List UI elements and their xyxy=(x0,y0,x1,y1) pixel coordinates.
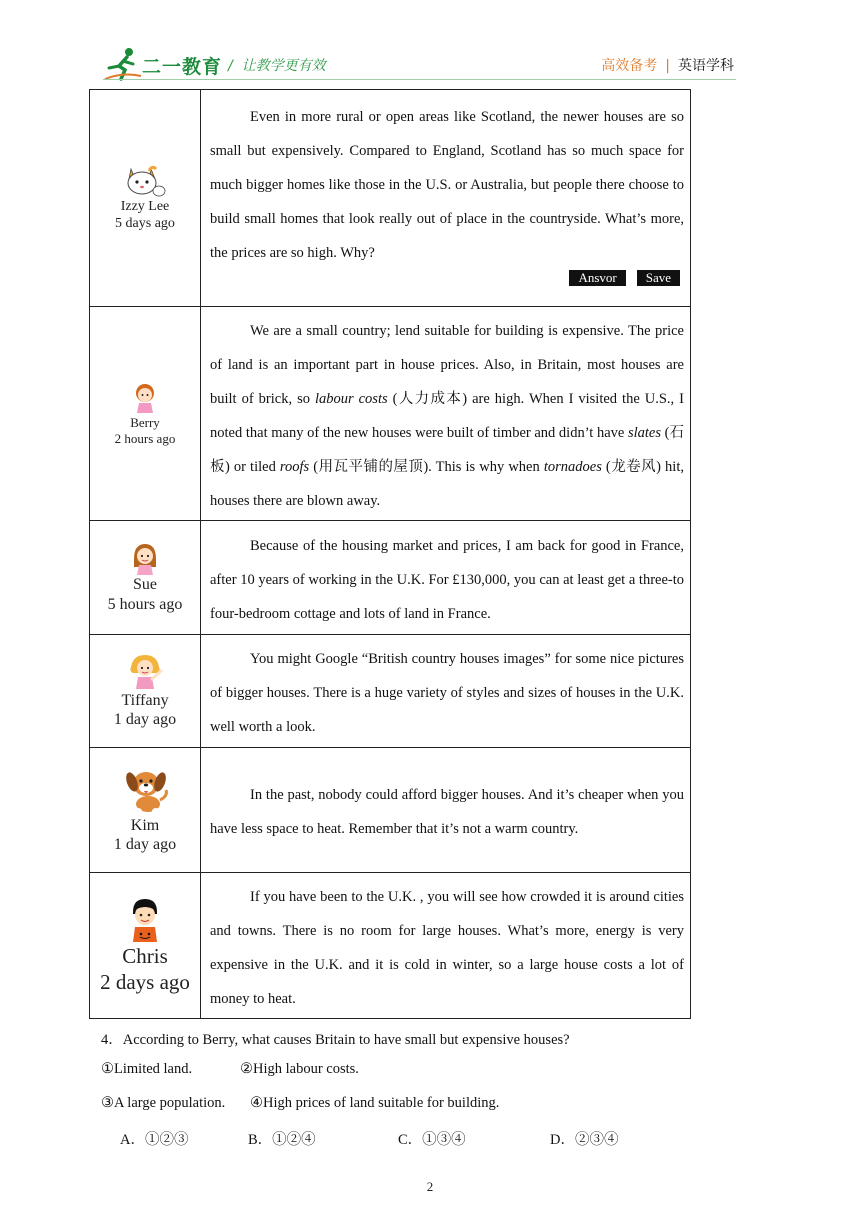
forum-table xyxy=(89,89,691,1019)
question-item: ③A large population. xyxy=(101,1095,226,1111)
waving-girl-avatar-icon xyxy=(123,653,167,691)
message-cell xyxy=(201,521,690,634)
post-time: 2 days ago xyxy=(100,969,190,994)
post-time: 5 hours ago xyxy=(107,595,183,613)
action-buttons xyxy=(210,270,680,286)
header-subject: 英语学科 xyxy=(678,58,734,74)
message-text: You might Google “British country houses images” for some nice pictures of bigger houses. There is a huge variety of styles and sizes of houses in the U.K. well worth a look. xyxy=(210,651,684,735)
message-text: In the past, nobody could afford bigger houses. And it’s cheaper when you have less space to heat. Remember that it’s not a warm country. xyxy=(210,787,684,837)
user-cell xyxy=(90,873,201,1018)
user-cell xyxy=(90,748,201,872)
header-exam: 高效备考 xyxy=(601,58,658,74)
post-row xyxy=(90,90,690,306)
choice-d[interactable]: D．②③④ xyxy=(550,1132,619,1148)
header-divider xyxy=(103,79,736,80)
user-name: Sue xyxy=(133,576,157,594)
brand-name: 二一教育 xyxy=(142,56,223,78)
post-row xyxy=(90,872,690,1018)
header-right xyxy=(601,55,734,75)
post-row xyxy=(90,306,690,520)
message-cell xyxy=(201,307,690,520)
choice-a[interactable]: A．①②③ xyxy=(120,1132,189,1148)
post-row xyxy=(90,520,690,634)
cat-avatar-icon xyxy=(121,163,169,199)
user-name: Kim xyxy=(130,816,160,834)
post-time: 2 hours ago xyxy=(114,430,176,446)
post-time: 1 day ago xyxy=(113,836,177,853)
post-row xyxy=(90,747,690,872)
dog-avatar-icon xyxy=(118,766,172,816)
message-text: If you have been to the U.K. , you will see how crowded it is around cities and towns. There is no room for large houses. What’s more, energy is very expensive in the U.K. and it is cold in winter, so a large house costs a lot of money to heat. xyxy=(210,888,684,1007)
question-item: ②High labour costs. xyxy=(240,1061,359,1077)
user-cell xyxy=(90,521,201,634)
slogan-text: 让教学更有效 xyxy=(241,58,326,74)
message-cell xyxy=(201,748,690,872)
post-time: 5 days ago xyxy=(115,216,175,231)
message-cell xyxy=(201,90,690,306)
header-separator: | xyxy=(665,58,670,74)
user-cell xyxy=(90,635,201,747)
girl-brown-hair-avatar-icon xyxy=(128,541,162,575)
message-text: We are a small country; lend suitable for building is expensive. The price of land is an important part in house prices. Also, in Britain, most houses are built of brick, so labour costs (人力成本) are high. When I visited the U.S., I noted that many of the new houses were built of timber and didn’t have slates (石板) or tiled roofs (用瓦平铺的屋顶). This is why when tornadoes (龙卷风) hit, houses there are blown away. xyxy=(210,322,684,509)
choice-c[interactable]: C．①③④ xyxy=(398,1132,466,1148)
choice-b[interactable]: B．①②④ xyxy=(248,1132,316,1148)
boy-avatar-icon xyxy=(123,896,167,944)
answer-button[interactable]: Ansvor xyxy=(569,270,625,286)
user-name: Izzy Lee xyxy=(120,199,170,215)
post-row xyxy=(90,634,690,747)
runner-logo-icon xyxy=(103,46,143,82)
question-item: ④High prices of land suitable for building. xyxy=(250,1095,500,1111)
user-name: Chris xyxy=(122,944,168,969)
user-name: Berry xyxy=(130,414,160,430)
girl-avatar-icon xyxy=(128,381,162,415)
brand-slogan: / 让教学更有效 xyxy=(228,58,326,74)
question-stem: 4．According to Berry, what causes Britain to have small but expensive houses? xyxy=(101,1032,570,1048)
message-cell xyxy=(201,873,690,1018)
user-name: Tiffany xyxy=(121,691,169,709)
user-cell xyxy=(90,307,201,520)
message-text: Because of the housing market and prices, I am back for good in France, after 10 years of working in the U.K. For £130,000, you can at least get a three-to four-bedroom cottage and lots of land in France. xyxy=(210,537,684,622)
page-number: 2 xyxy=(426,1179,434,1194)
question-item: ①Limited land. xyxy=(101,1061,193,1077)
message-text: Even in more rural or open areas like Scotland, the newer houses are so small but expensively. Compared to England, Scotland has so much space for much bigger homes like those in the U.S. or Australia, but people there choose to build small homes that look really out of place in the countryside. What’s more, the prices are so high. Why? xyxy=(210,109,684,261)
save-button[interactable]: Save xyxy=(637,270,680,286)
message-cell xyxy=(201,635,690,747)
page-header xyxy=(0,0,860,82)
post-time: 1 day ago xyxy=(113,711,177,728)
user-cell xyxy=(90,90,201,306)
